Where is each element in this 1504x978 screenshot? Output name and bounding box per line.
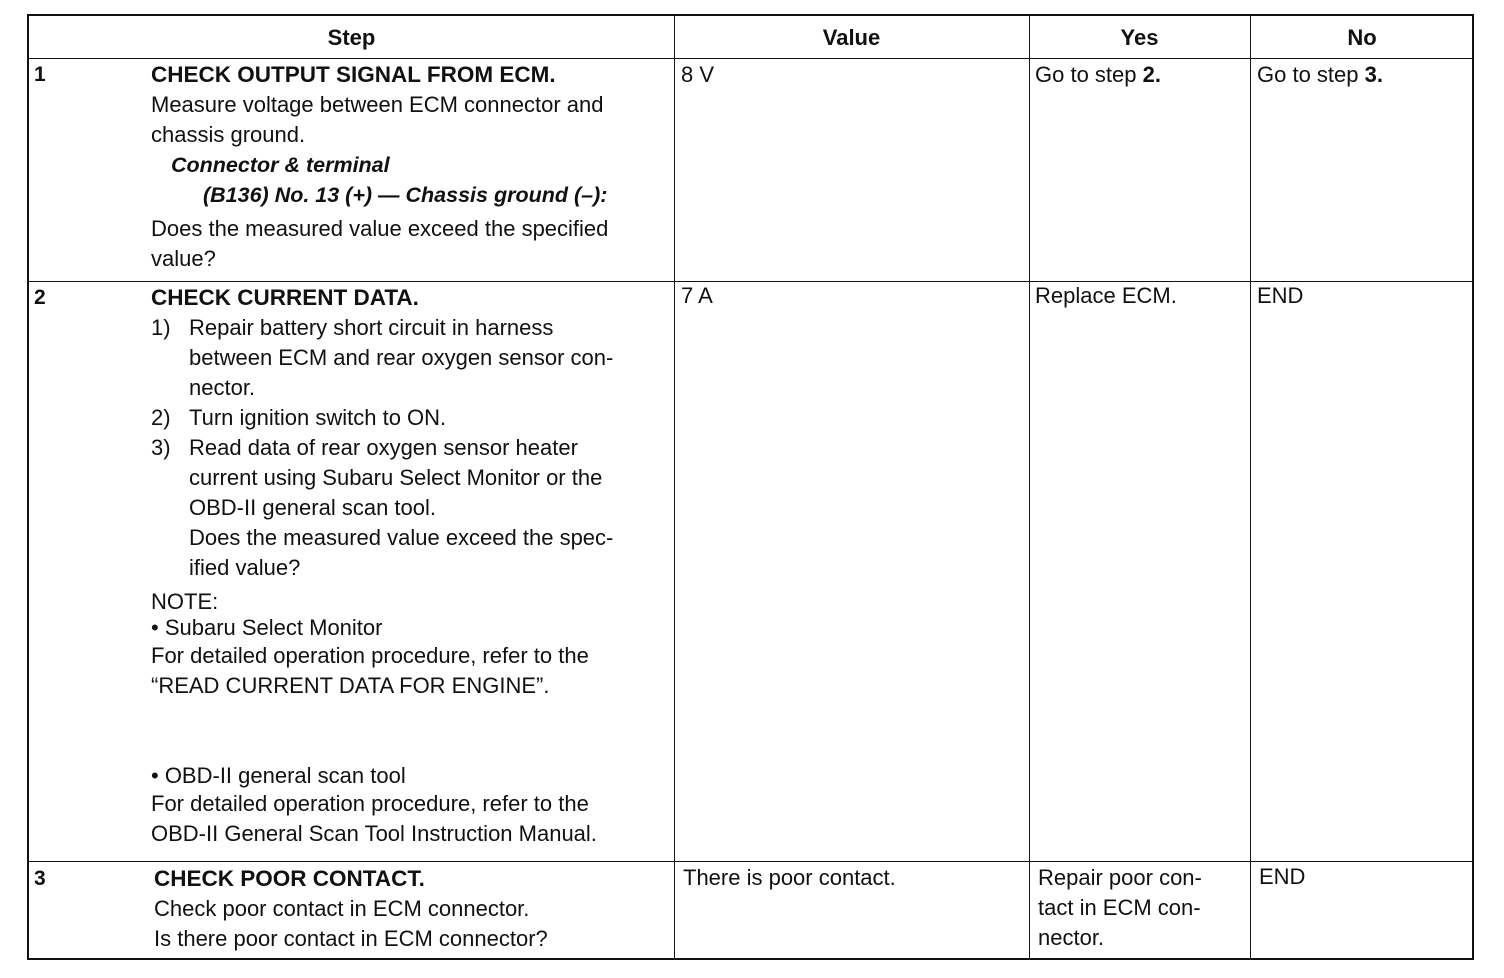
step-text-line: Is there poor contact in ECM connector? xyxy=(154,926,548,951)
note-text-line: For detailed operation procedure, refer to the xyxy=(151,643,589,668)
no-step-ref: 3. xyxy=(1364,62,1383,87)
yes-text-line: Repair poor con- xyxy=(1038,865,1202,890)
list-marker: 2) xyxy=(151,405,171,430)
list-item-line: OBD-II general scan tool. xyxy=(189,495,437,520)
step-number: 1 xyxy=(34,63,46,86)
list-item xyxy=(151,313,671,403)
list-item xyxy=(151,433,671,583)
list-item-line: Turn ignition switch to ON. xyxy=(189,405,447,430)
step-title: CHECK OUTPUT SIGNAL FROM ECM. xyxy=(151,62,556,87)
diagnostic-table xyxy=(27,14,1474,960)
value-cell: 7 A xyxy=(681,283,713,308)
column-divider xyxy=(1250,16,1251,958)
no-text: Go to step xyxy=(1257,62,1365,87)
yes-text-line: nector. xyxy=(1038,925,1105,950)
no-cell xyxy=(1257,60,1383,90)
step-title: CHECK POOR CONTACT. xyxy=(154,866,425,891)
list-item-line: current using Subaru Select Monitor or the xyxy=(189,465,603,490)
step-text-line: chassis ground. xyxy=(151,122,306,147)
step-number: 3 xyxy=(34,867,46,890)
header-step: Step xyxy=(327,25,376,50)
no-cell: END xyxy=(1259,864,1306,889)
yes-cell: Replace ECM. xyxy=(1035,283,1177,308)
list-marker: 3) xyxy=(151,435,171,460)
step-text-line: Check poor contact in ECM connector. xyxy=(154,896,530,921)
step-3-content xyxy=(154,864,669,954)
yes-step-ref: 2. xyxy=(1142,62,1161,87)
list-item-line: ified value? xyxy=(189,555,301,580)
note-bullet: • OBD-II general scan tool xyxy=(151,763,406,788)
list-item-line: Does the measured value exceed the spec- xyxy=(189,525,614,550)
column-divider xyxy=(1029,16,1030,958)
header-value: Value xyxy=(822,25,881,50)
yes-cell xyxy=(1038,863,1243,953)
row-divider xyxy=(29,281,1472,282)
step-question-line: Does the measured value exceed the specified xyxy=(151,216,609,241)
column-divider xyxy=(674,16,675,958)
value-cell: 8 V xyxy=(681,62,715,87)
step-title: CHECK CURRENT DATA. xyxy=(151,285,419,310)
connector-heading: Connector & terminal xyxy=(171,153,390,177)
note-text-line: OBD-II General Scan Tool Instruction Manual. xyxy=(151,821,597,846)
yes-text-line: tact in ECM con- xyxy=(1038,895,1201,920)
note-text-line: For detailed operation procedure, refer to the xyxy=(151,791,589,816)
connector-detail: (B136) No. 13 (+) — Chassis ground (–): xyxy=(203,183,608,207)
list-item xyxy=(151,403,671,433)
list-item-line: Repair battery short circuit in harness xyxy=(189,315,554,340)
no-cell: END xyxy=(1257,283,1304,308)
note-bullet: • Subaru Select Monitor xyxy=(151,615,383,640)
yes-cell xyxy=(1035,60,1161,90)
row-divider xyxy=(29,861,1472,862)
step-number: 2 xyxy=(34,286,46,309)
value-cell: There is poor contact. xyxy=(683,865,896,890)
list-item-line: between ECM and rear oxygen sensor con- xyxy=(189,345,614,370)
step-1-content xyxy=(151,60,671,274)
step-2-content xyxy=(151,283,671,849)
note-text-line: “READ CURRENT DATA FOR ENGINE”. xyxy=(151,673,550,698)
step-text-line: Measure voltage between ECM connector and xyxy=(151,92,604,117)
list-marker: 1) xyxy=(151,315,171,340)
list-item-line: nector. xyxy=(189,375,256,400)
note-label: NOTE: xyxy=(151,589,219,614)
step-question-line: value? xyxy=(151,246,216,271)
yes-text: Go to step xyxy=(1035,62,1143,87)
list-item-line: Read data of rear oxygen sensor heater xyxy=(189,435,578,460)
header-yes: Yes xyxy=(1120,25,1159,50)
header-no: No xyxy=(1347,25,1377,50)
